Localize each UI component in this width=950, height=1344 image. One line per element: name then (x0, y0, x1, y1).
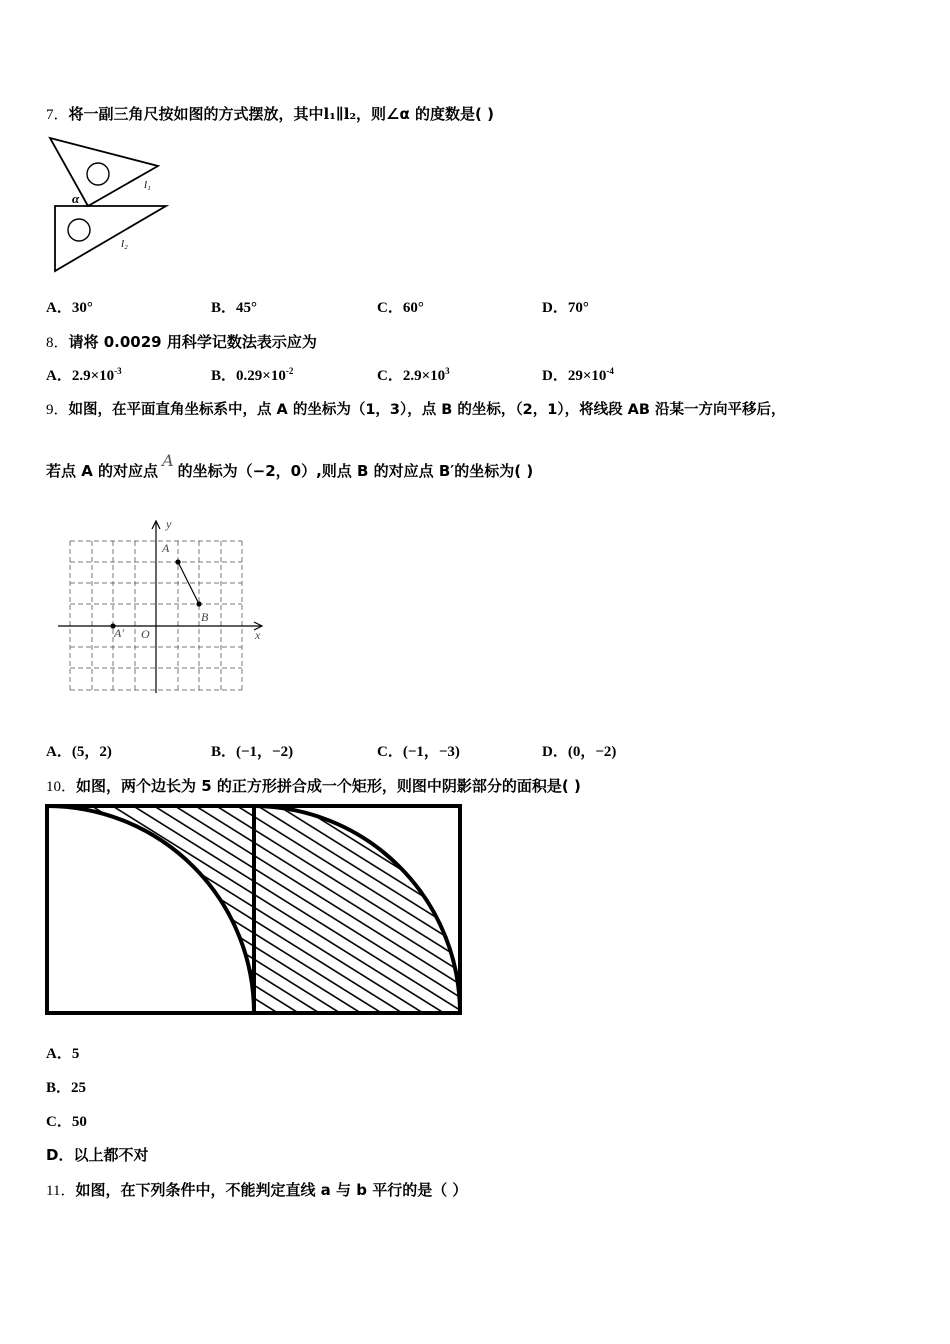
q8-option-a: A．$2.9\times 10^{-3}$ (46, 366, 122, 384)
q10-stem: 10．如图，两个边长为 5 的正方形拼合成一个矩形，则图中阴影部分的面积是( ) (46, 777, 581, 795)
point-a (175, 559, 180, 564)
l2-label: l₂ (121, 238, 128, 250)
q8-stem: 8．请将 0.0029 用科学记数法表示应为 (46, 333, 317, 351)
q7-stem: 7．将一副三角尺按如图的方式摆放，其中l₁∥l₂，则∠α 的度数是( ) (46, 105, 494, 123)
x-label: x (255, 628, 261, 642)
q9-stem-line1: 9．如图，在平面直角坐标系中，点 A 的坐标为（1，3），点 B 的坐标，（2，1），将线段 AB 沿某一方向平移后， (46, 402, 786, 418)
lower-triangle-hole (68, 219, 90, 241)
q7-option-c: C．60° (377, 300, 424, 316)
q7-option-b: B．45° (211, 300, 258, 316)
q7-triangle-figure (44, 134, 174, 276)
q8-option-d: D．$29\times 10^{-4}$ (542, 366, 614, 384)
a-label: A (162, 541, 170, 555)
b-label: B (201, 610, 209, 624)
q9-stem-line2: 若点 A 的对应点A的坐标为（−2，0）,则点 B 的对应点 B′的坐标为( ) (46, 451, 534, 480)
q10-rectangle-figure (44, 803, 464, 1017)
segment-ab (178, 562, 199, 604)
alpha-label: α (72, 191, 80, 206)
upper-triangle-hole (87, 163, 109, 185)
origin-label: O (141, 627, 150, 641)
q9-option-c: C．(−1，−3) (377, 744, 460, 760)
l1-label: l₁ (144, 179, 151, 191)
q10-option-a: A．5 (46, 1046, 80, 1062)
q7-option-a: A．30° (46, 300, 93, 316)
q9-option-a: A．(5，2) (46, 744, 112, 760)
y-label: y (166, 517, 172, 531)
point-b (196, 601, 201, 606)
a-prime-label: A′ (114, 626, 124, 640)
q9-option-d: D．(0，−2) (542, 744, 617, 760)
q10-option-c: C．50 (46, 1114, 87, 1130)
q7-option-d: D．70° (542, 300, 589, 316)
q11-stem: 11．如图，在下列条件中，不能判定直线 a 与 b 平行的是（ ） (46, 1181, 468, 1199)
q8-option-c: C．$2.9\times 10^3$ (377, 366, 450, 384)
upper-triangle (50, 138, 158, 206)
q9-option-b: B．(−1，−2) (211, 744, 294, 760)
q10-option-d: D．以上都不对 (46, 1146, 149, 1164)
q10-option-b: B．25 (46, 1080, 87, 1096)
q8-option-b: B．$0.29\times 10^{-2}$ (211, 366, 294, 384)
q9-coordinate-grid (52, 515, 272, 700)
